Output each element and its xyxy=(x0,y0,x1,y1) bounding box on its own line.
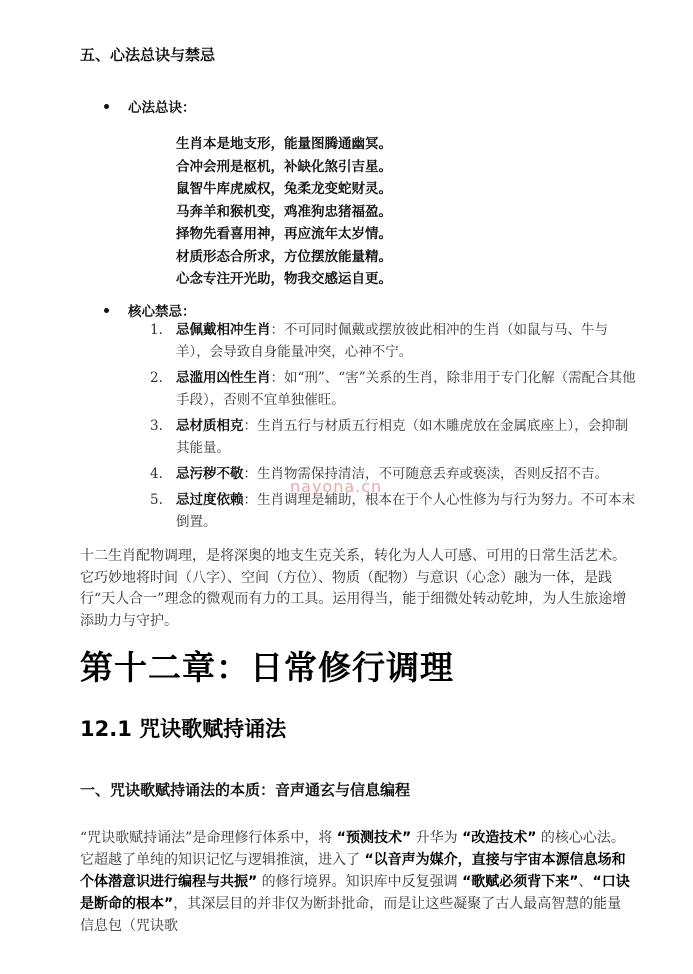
list-number: 3. xyxy=(150,418,163,434)
bold-term: “口诀是断命的根本” xyxy=(80,874,630,912)
taboo-heading: 忌污秽不敬 xyxy=(176,466,244,482)
bold-term: “歌赋必须背下来” xyxy=(462,874,579,890)
text-run: 的核心心法。它超越了单纯的知识记忆与逻辑推演，进入了 xyxy=(80,830,625,868)
text-run: “咒诀歌赋持诵法”是命理修行体系中，将 xyxy=(80,830,337,846)
section-heading: 五、心法总诀与禁忌 xyxy=(80,46,216,64)
list-item xyxy=(150,415,640,459)
verse-line: 马奔羊和猴机变，鸡准狗忠猪福盈。 xyxy=(176,203,392,220)
list-number: 1. xyxy=(150,322,163,338)
bullet-formula xyxy=(104,96,196,116)
subchapter-title: 12.1 咒诀歌赋持诵法 xyxy=(80,717,287,741)
section-heading-essence: 一、咒诀歌赋持诵法的本质：音声通玄与信息编程 xyxy=(80,781,411,799)
bullet-label-formula: 心法总诀： xyxy=(128,100,196,116)
list-number: 2. xyxy=(150,370,163,386)
taboo-heading: 忌滥用凶性生肖 xyxy=(176,370,271,386)
taboo-text: ：不可同时佩戴或摆放彼此相冲的生肖（如鼠与马、牛与羊），会导致自身能量冲突，心神不宁。 xyxy=(176,322,608,360)
bullet-label-taboo: 核心禁忌： xyxy=(128,304,196,320)
verse-line: 生肖本是地支形，能量图腾通幽冥。 xyxy=(176,136,392,152)
list-item xyxy=(150,367,640,411)
verse-line: 心念专注开光助，物我交感运自更。 xyxy=(176,271,392,287)
bullet-icon xyxy=(104,104,109,109)
text-run: 升华为 xyxy=(411,830,463,846)
taboo-text: ：生肖五行与材质五行相克（如木雕虎放在金属底座上），会抑制其能量。 xyxy=(176,418,629,456)
bold-term: “预测技术” xyxy=(336,830,412,846)
list-number: 5. xyxy=(150,492,163,508)
list-item xyxy=(150,489,640,533)
verse-line: 鼠智牛库虎威权，兔柔龙变蛇财灵。 xyxy=(176,181,392,197)
taboo-text: ：生肖物需保持清洁，不可随意丢弃或亵渎，否则反招不吉。 xyxy=(243,466,608,482)
intro-paragraph xyxy=(80,827,630,937)
text-run: 、 xyxy=(578,874,593,890)
verse-line: 择物先看喜用神，再应流年太岁情。 xyxy=(176,226,392,242)
verse-line: 合冲会刑是枢机，补缺化煞引吉星。 xyxy=(176,158,392,175)
bold-term: “以音声为媒介，直接与宇宙本源信息场和个体潜意识进行编程与共振” xyxy=(80,852,626,890)
verse-block xyxy=(176,133,392,291)
taboo-list xyxy=(150,319,640,537)
list-number: 4. xyxy=(150,466,163,482)
bold-term: “改造技术” xyxy=(462,830,537,846)
chapter-title: 第十二章：日常修行调理 xyxy=(80,648,454,687)
list-item xyxy=(150,319,640,363)
text-run: 的修行境界。知识库中反复强调 xyxy=(257,874,463,890)
list-item xyxy=(150,463,640,485)
taboo-heading: 忌材质相克 xyxy=(176,418,244,434)
bullet-taboo xyxy=(104,300,196,320)
text-run: ，其深层目的并非仅为断卦批命，而是让这些凝聚了古人最高智慧的能量信息包（咒诀歌 xyxy=(80,896,622,934)
bullet-icon xyxy=(104,308,109,313)
taboo-heading: 忌过度依赖 xyxy=(176,492,244,508)
taboo-heading: 忌佩戴相冲生肖 xyxy=(176,322,271,338)
taboo-text: ：如“刑”、“害”关系的生肖，除非用于专门化解（需配合其他手段），否则不宜单独催旺。 xyxy=(176,370,636,408)
taboo-text: ：生肖调理是辅助，根本在于个人心性修为与行为努力。不可本末倒置。 xyxy=(176,492,635,530)
summary-paragraph: 十二生肖配物调理，是将深奥的地支生克关系，转化为人人可感、可用的日常生活艺术。它巧妙地将时间（八字）、空间（方位）、物质（配物）与意识（心念）融为一体，是践行“天人合一”理念的微观而有力的工具。运用得当，能于细微处转动乾坤，为人生旅途增添助力与守护。 xyxy=(80,548,627,629)
verse-line: 材质形态合所求，方位摆放能量精。 xyxy=(176,248,392,265)
watermark: nayona.cn xyxy=(290,477,383,496)
